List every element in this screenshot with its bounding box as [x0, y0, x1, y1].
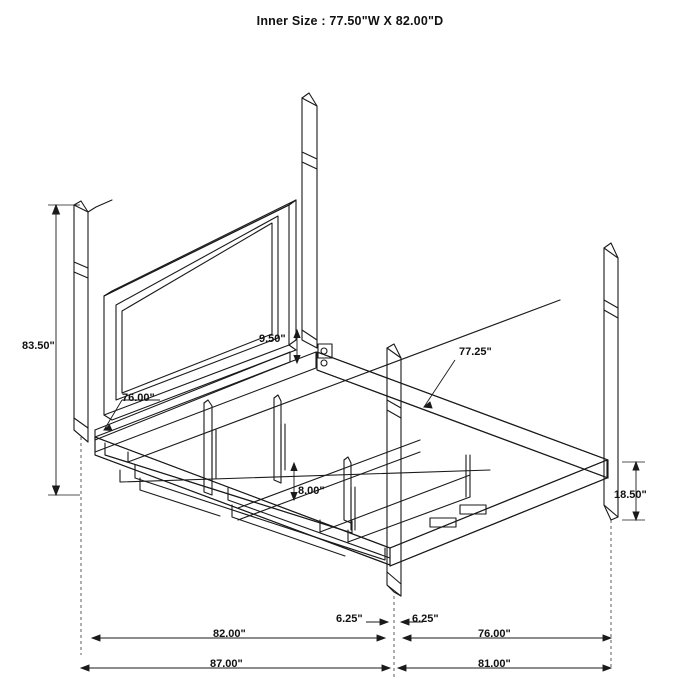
label-row1-left: 82.00": [213, 628, 246, 640]
extension-lines-bottom: [394, 520, 611, 680]
dimension-slat-height: [291, 463, 297, 500]
label-footboard-post-height: 18.50": [614, 489, 647, 501]
dimension-row-1: [92, 635, 611, 641]
label-headboard-width: 76.00": [122, 392, 155, 404]
page-title: Inner Size : 77.50"W X 82.00"D: [256, 14, 444, 28]
label-row2-left: 87.00": [210, 658, 243, 670]
foot-rail: [390, 460, 607, 566]
support-legs: [212, 424, 470, 530]
side-rail-left: [95, 437, 390, 565]
post-rear-right: [302, 93, 317, 348]
label-post-width-right: 6.25": [412, 613, 439, 625]
headboard-top-rail: [88, 200, 112, 212]
side-rail-right: [317, 352, 608, 478]
label-height-total: 83.50": [22, 340, 55, 352]
label-headboard-drop: 9.50": [259, 333, 286, 345]
slat-supports: [135, 440, 470, 560]
rail-brackets: [318, 344, 486, 527]
dimension-side-rail-inner: [424, 360, 455, 408]
dimension-headboard-drop: [294, 330, 300, 363]
label-row2-right: 81.00": [478, 658, 511, 670]
dimension-post-width-left: [366, 619, 388, 625]
label-row1-right: 76.00": [478, 628, 511, 640]
label-side-rail-inner: 77.25": [459, 346, 492, 358]
dimension-row-2: [81, 665, 611, 671]
post-rear-left: [74, 201, 88, 442]
label-slat-height: 8.00": [298, 485, 325, 497]
label-post-width-left: 6.25": [336, 613, 363, 625]
